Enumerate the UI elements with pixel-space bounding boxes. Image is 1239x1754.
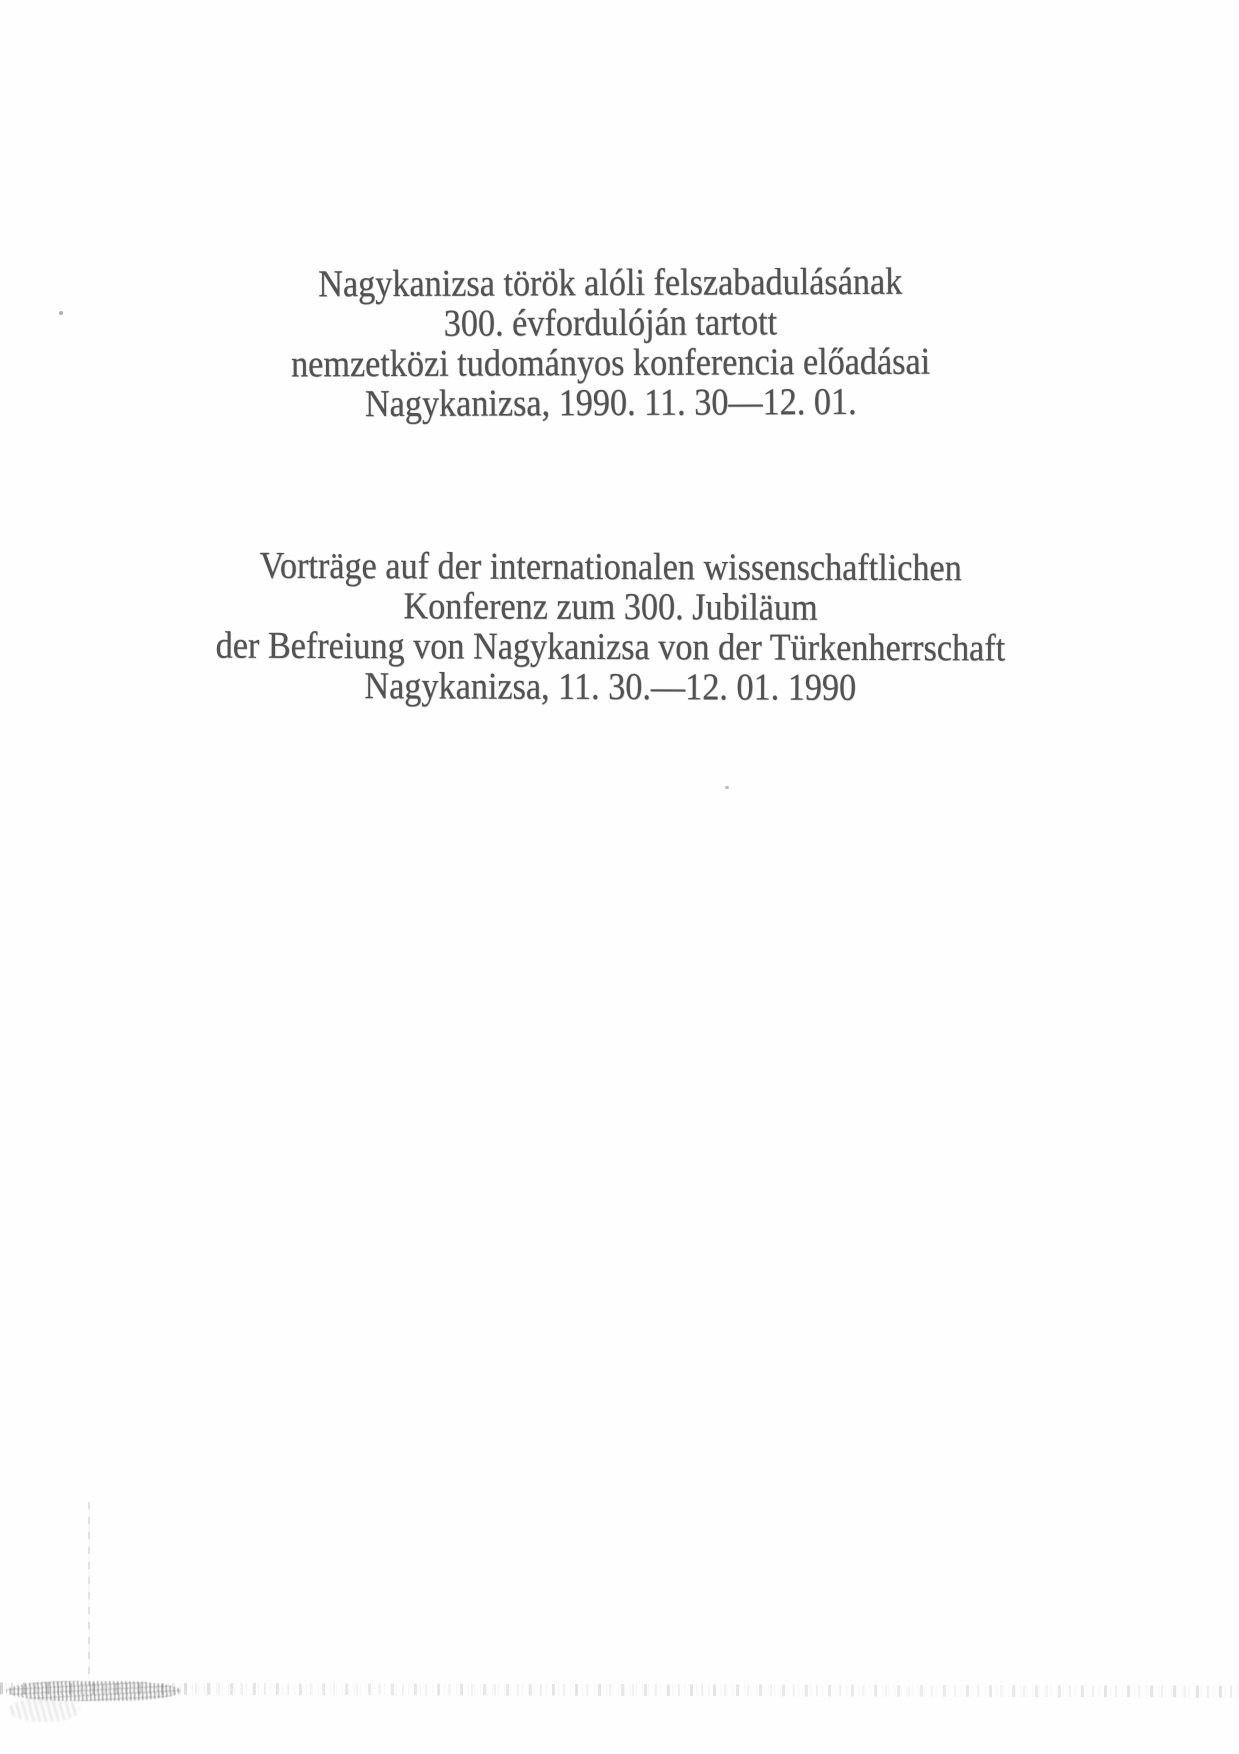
scan-smudge: [8, 1698, 80, 1722]
scan-fold-line: [88, 1502, 90, 1686]
hungarian-title-line-3: nemzetközi tudományos konferencia előadásai: [290, 340, 931, 386]
german-title-line-1: Vorträge auf der internationalen wissenschaftlichen: [259, 544, 962, 590]
hungarian-title-block: [0, 260, 1230, 425]
hungarian-title-line-1: Nagykanizsa török alóli felszabadulásának: [318, 260, 903, 306]
hungarian-title-line-4: Nagykanizsa, 1990. 11. 30—12. 01.: [364, 380, 857, 426]
hungarian-title-line-2: 300. évfordulóján tartott: [443, 301, 778, 345]
scan-edge-band: [0, 1682, 1239, 1697]
german-title-line-3: der Befreiung von Nagykanizsa von der Türkenherrschaft: [215, 624, 1006, 670]
german-title-block: [0, 545, 1230, 709]
german-title-line-2: Konferenz zum 300. Jubiläum: [403, 585, 818, 629]
scan-speck: [59, 311, 63, 315]
scan-speck: [725, 786, 729, 789]
german-title-line-4: Nagykanizsa, 11. 30.—12. 01. 1990: [364, 665, 857, 709]
